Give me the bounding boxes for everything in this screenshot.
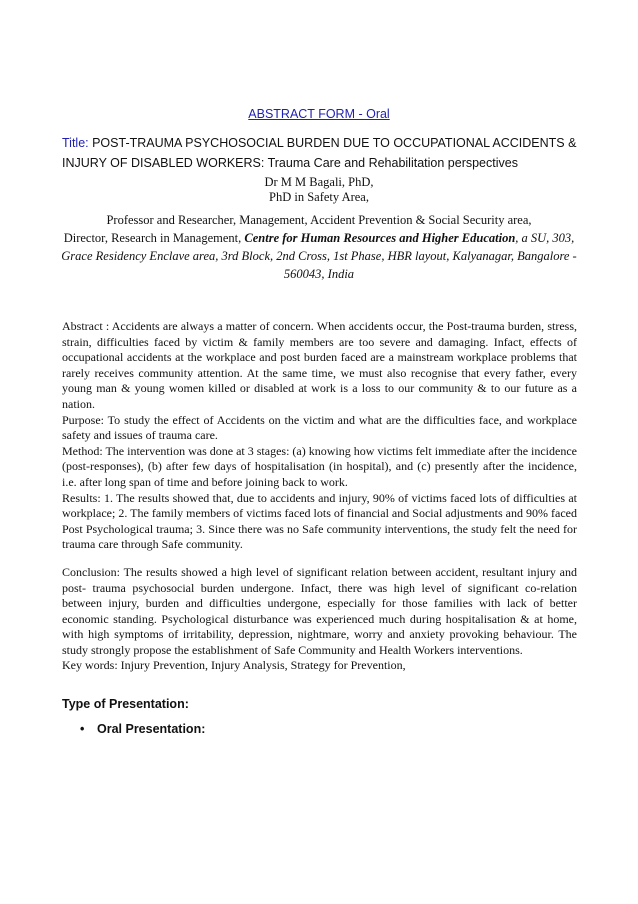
presentation-type-label: Oral Presentation: — [97, 722, 206, 736]
abstract-conclusion: Conclusion: The results showed a high level of significant relation between accident, resultant injury and post- trauma psychosocial burden undergone. Infact, there was high level of significant co-relation between injury, burden and difficulties undergone, especially for those families with lack of better economic standing. Psychological disturbance was experienced much during hospitalisation & at home, with high symptoms of irritability, depression, nightmare, worry and anxiety provoking behaviour. The study strongly propose the establishment of Safe Community and Health Workers interventions. — [62, 564, 577, 657]
abstract-body — [62, 319, 577, 674]
bullet-icon: • — [80, 722, 85, 736]
abstract-method: Method: The intervention was done at 3 stages: (a) knowing how victims felt immediate after the incidence (post-responses), (b) after few days of hospitalisation (in hospital), and (c) presently after the incidence, i.e. after long span of time and before joining back to work. — [62, 443, 577, 489]
abstract-paragraph: Abstract : Accidents are always a matter of concern. When accidents occur, the Post-trauma burden, stress, strain, difficulties faced by victim & family members are too severe and damaging. Infact, effects of occupational accidents at the workplace and post burden faced are a mainstream workplace problems that rarely receives community attention. At the same time, we must also recognise that every father, every young man & young women killed or disabled at work is a loss to our community & to our future as a nation. — [62, 319, 577, 411]
affiliation-block — [55, 211, 583, 283]
presentation-type-heading: Type of Presentation: — [62, 697, 189, 711]
form-title: ABSTRACT FORM - Oral — [248, 107, 390, 121]
presentation-type-item — [80, 722, 205, 736]
title-label: Title: — [62, 136, 89, 150]
abstract-title — [62, 133, 582, 173]
title-text: POST-TRAUMA PSYCHOSOCIAL BURDEN DUE TO OCCUPATIONAL ACCIDENTS & INJURY OF DISABLED WORKERS: Trauma Care and Rehabilitation perspectives — [62, 136, 577, 170]
affiliation-address: , a SU, 303, Grace Residency Enclave area, 3rd Block, 2nd Cross, 1st Phase, HBR layout, Kalyanagar, Bangalore - 560043, India — [61, 231, 577, 281]
author-block — [0, 175, 638, 205]
author-name: Dr M M Bagali, PhD, — [264, 175, 374, 189]
abstract-keywords: Key words: Injury Prevention, Injury Analysis, Strategy for Prevention, — [62, 658, 406, 673]
author-qualification: PhD in Safety Area, — [269, 190, 369, 204]
affiliation-prefix: Director, Research in Management, — [63, 231, 245, 245]
abstract-purpose: Purpose: To study the effect of Accidents on the victim and what are the difficulties face, and workplace safety and issues of trauma care. — [62, 412, 577, 443]
affiliation-line-1: Professor and Researcher, Management, Accident Prevention & Social Security area, — [106, 213, 532, 227]
abstract-results: Results: 1. The results showed that, due to accidents and injury, 90% of victims faced lots of difficulties at workplace; 2. The family members of victims faced lots of financial and Social adjustments and 90% faced Post Psychological trauma; 3. Since there was no Safe community interventions, the study felt the need for trauma care through Safe community. — [62, 490, 577, 552]
affiliation-line-2 — [55, 229, 583, 283]
affiliation-institution: Centre for Human Resources and Higher Education — [244, 231, 516, 245]
